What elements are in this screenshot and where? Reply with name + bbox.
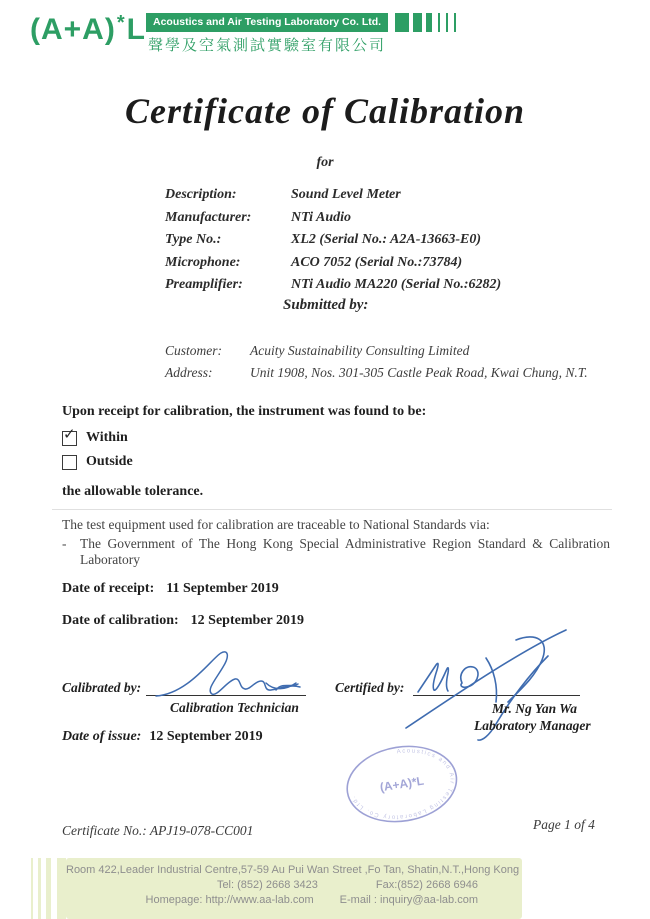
bar-icon [426, 13, 432, 32]
spec-row-manufacturer [165, 207, 501, 230]
customer-label: Customer: [165, 343, 222, 358]
address-label: Address: [165, 365, 213, 380]
footer-address: Room 422,Leader Industrial Centre,57-59 Au Pui Wan Street ,Fo Tan, Shatin,N.T.,Hong Kong [66, 864, 520, 876]
date-of-issue-line [62, 729, 263, 745]
receipt-statement: Upon receipt for calibration, the instrument was found to be: [62, 404, 427, 419]
within-label: Within [86, 430, 128, 445]
certificate-number [62, 823, 253, 839]
footer-tel: Tel: (852) 2668 3423 [216, 879, 318, 891]
spec-row-type-no [165, 229, 501, 252]
logo-paren: (A+A) [30, 13, 116, 46]
bar-icon [413, 13, 422, 32]
date-issue-label: Date of issue: [62, 729, 142, 744]
bullet-dash: - [62, 536, 67, 551]
date-calibration-label: Date of calibration: [62, 613, 179, 628]
stripe-icon [57, 858, 66, 919]
certified-role-label: Laboratory Manager [474, 718, 591, 733]
address-row [165, 365, 588, 381]
traceability-text: The Government of The Hong Kong Special Administrative Region Standard & Calibration Laboratory [80, 536, 610, 567]
spec-value: NTi Audio MA220 (Serial No.:6282) [291, 277, 502, 293]
date-of-calibration-line [62, 613, 304, 629]
calibrated-signature-line [146, 695, 306, 696]
option-outside [62, 454, 133, 470]
company-name-banner: Acoustics and Air Testing Laboratory Co. Ltd. [146, 13, 388, 32]
certified-by-label: Certified by: [335, 680, 405, 695]
instrument-spec-table [165, 184, 501, 297]
stamp-rim-text: Acoustics and Air Testing Laboratory Co. Ltd. [350, 748, 455, 820]
spec-value: ACO 7052 (Serial No.:73784) [291, 254, 463, 270]
laboratory-stamp [336, 733, 468, 837]
outside-label: Outside [86, 454, 133, 469]
traceability-item [62, 536, 610, 568]
footer-tel-fax [66, 878, 522, 893]
date-of-receipt-line [62, 581, 279, 597]
option-within [62, 424, 128, 446]
date-issue-value: 12 September 2019 [149, 729, 263, 744]
footer-homepage: Homepage: http://www.aa-lab.com [145, 894, 314, 906]
bar-icon [454, 13, 456, 32]
stripe-icon [31, 858, 33, 919]
logo-asterisk: * [116, 12, 126, 34]
address-value: Unit 1908, Nos. 301-305 Castle Peak Road, Kwai Chung, N.T. [250, 365, 588, 380]
spec-value: XL2 (Serial No.: A2A-13663-E0) [291, 232, 482, 248]
footer-contact-block [66, 858, 522, 919]
bar-icon [438, 13, 440, 32]
certificate-number-label: Certificate No.: [62, 823, 147, 838]
footer-email: E-mail : inquiry@aa-lab.com [339, 894, 478, 906]
date-receipt-value: 11 September 2019 [166, 581, 279, 596]
date-receipt-label: Date of receipt: [62, 581, 155, 596]
spec-label: Microphone: [165, 254, 241, 270]
date-calibration-value: 12 September 2019 [190, 613, 304, 628]
spec-value: NTi Audio [291, 209, 352, 225]
spec-row-preamplifier [165, 274, 501, 297]
company-name-chinese: 聲學及空氣測試實驗室有限公司 [148, 37, 387, 54]
for-label: for [316, 155, 334, 170]
calibrated-by-label: Calibrated by: [62, 680, 142, 695]
submitted-by-heading: Submitted by: [283, 297, 369, 313]
calibrated-role-label: Calibration Technician [170, 700, 299, 715]
certified-signature-line [413, 695, 580, 696]
spec-label: Type No.: [165, 232, 222, 248]
stripe-icon [46, 858, 51, 919]
footer-fax: Fax:(852) 2668 6946 [375, 879, 478, 891]
check-icon: ✓ [63, 424, 76, 443]
section-divider [52, 509, 612, 510]
page-number: Page 1 of 4 [533, 817, 595, 832]
header-bars-decoration [395, 13, 462, 32]
company-logo [30, 12, 146, 47]
bar-icon [395, 13, 409, 32]
logo-l: L [126, 13, 146, 46]
within-checkbox[interactable] [62, 424, 77, 446]
spec-label: Manufacturer: [165, 209, 252, 225]
spec-row-microphone [165, 252, 501, 275]
stripe-icon [38, 858, 41, 919]
bar-icon [446, 13, 448, 32]
certified-name-label: Mr. Ng Yan Wa [492, 701, 578, 716]
spec-label: Preamplifier: [165, 277, 243, 293]
certificate-number-value: APJ19-078-CC001 [149, 823, 254, 838]
traceability-intro: The test equipment used for calibration are traceable to National Standards via: [62, 517, 490, 532]
customer-value: Acuity Sustainability Consulting Limited [250, 343, 470, 358]
stamp-center-text: (A+A)*L [378, 773, 425, 795]
footer-web-email [66, 893, 522, 908]
tolerance-statement: the allowable tolerance. [62, 484, 204, 499]
customer-row [165, 343, 469, 359]
spec-label: Description: [165, 187, 237, 203]
calibrated-signature-ink [148, 644, 308, 702]
spec-row-description [165, 184, 501, 207]
document-title: Certificate of Calibration [125, 91, 525, 131]
spec-value: Sound Level Meter [291, 187, 401, 203]
outside-checkbox[interactable] [62, 455, 77, 470]
